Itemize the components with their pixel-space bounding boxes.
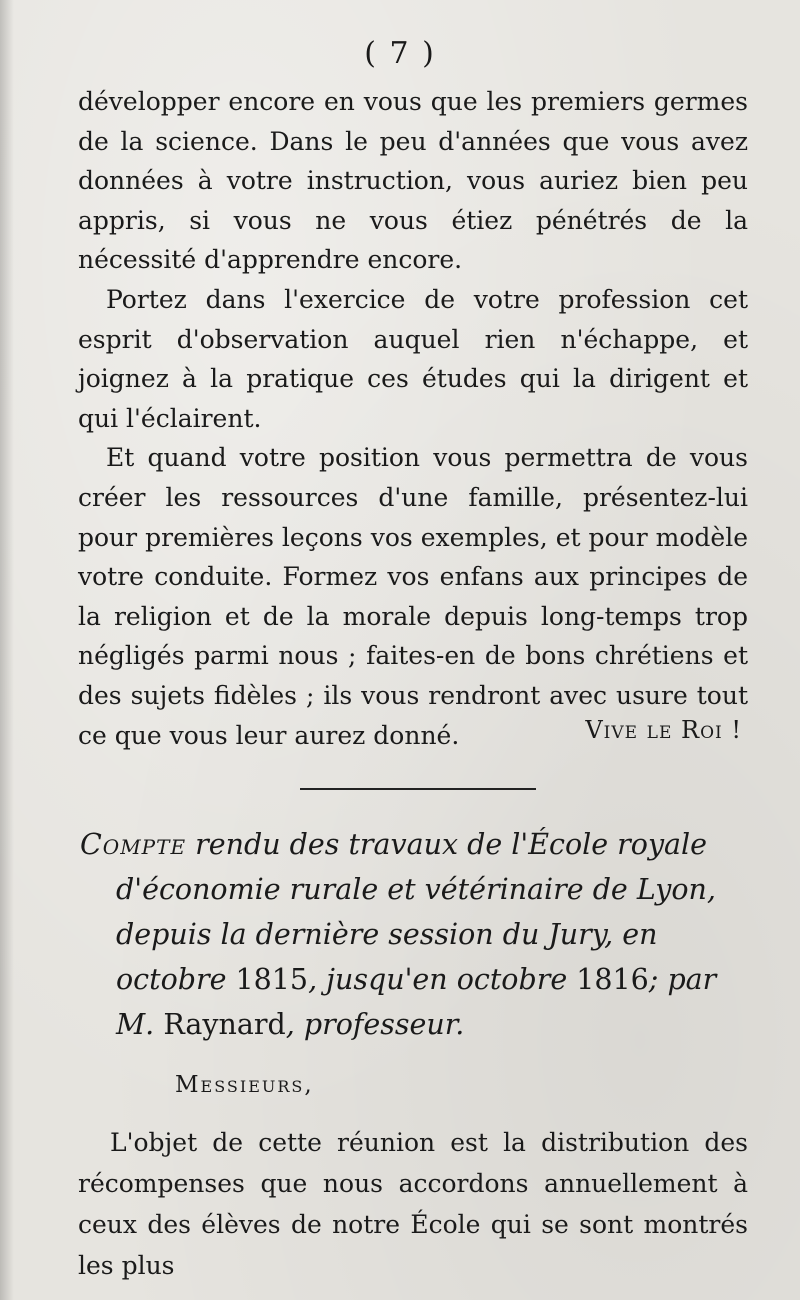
section-divider bbox=[300, 788, 536, 790]
paragraph-1: développer encore en vous que les premiers germes de la science. Dans le peu d'années que vous avez données à votre instruction, vous auriez bien peu appris, si vous ne vous étiez pénétrés de la nécessité d'apprendre encore. bbox=[78, 87, 748, 275]
paragraph-2: Portez dans l'exercice de votre profession cet esprit d'observation auquel rien n'échappe, et joignez à la pratique ces études qui la dirigent et qui l'éclairent. bbox=[78, 284, 748, 433]
main-text bbox=[78, 82, 748, 755]
heading-line-4-a: octobre bbox=[116, 963, 227, 996]
heading-line-4-c: ; par bbox=[648, 963, 717, 996]
heading-year-2: 1816 bbox=[576, 963, 649, 996]
heading-line-3: depuis la dernière session du Jury, en bbox=[116, 918, 658, 951]
closing-text bbox=[78, 1122, 748, 1286]
heading-line-4-b: , jusqu'en octobre bbox=[308, 963, 568, 996]
heading-line-4 bbox=[80, 957, 756, 1002]
author-name: Raynard bbox=[163, 1008, 286, 1041]
closing-exclamation: Vive le Roi ! bbox=[585, 716, 742, 744]
paragraph-3: Et quand votre position vous permettra de vous créer les ressources d'une famille, présentez-lui pour premières leçons vos exemples, et pour modèle votre conduite. Formez vos enfans aux principes de la religion et de la morale depuis long-temps trop négligés parmi nous ; faites-en de bons chrétiens et des sujets fidèles ; ils vous rendront avec usure tout ce que vous leur aurez donné. bbox=[78, 443, 748, 750]
page-edge-shadow bbox=[0, 0, 14, 1300]
heading-first-word: Compte bbox=[80, 828, 187, 861]
section-heading bbox=[80, 822, 756, 1047]
heading-line-5 bbox=[80, 1002, 756, 1047]
heading-line-1 bbox=[80, 822, 756, 867]
salutation: Messieurs, bbox=[175, 1072, 314, 1098]
heading-line-5-a: M. bbox=[116, 1008, 155, 1041]
heading-line-1-rest: rendu des travaux de l'École royale bbox=[195, 828, 708, 861]
heading-line-5-b: , professeur. bbox=[285, 1008, 465, 1041]
heading-year-1: 1815 bbox=[235, 963, 309, 996]
page-number: ( 7 ) bbox=[364, 36, 436, 71]
heading-line-2: d'économie rurale et vétérinaire de Lyon, bbox=[116, 873, 716, 906]
paragraph-final: L'objet de cette réunion est la distribution des récompenses que nous accordons annuellement à ceux des élèves de notre École qui se sont montrés les plus bbox=[78, 1128, 748, 1280]
